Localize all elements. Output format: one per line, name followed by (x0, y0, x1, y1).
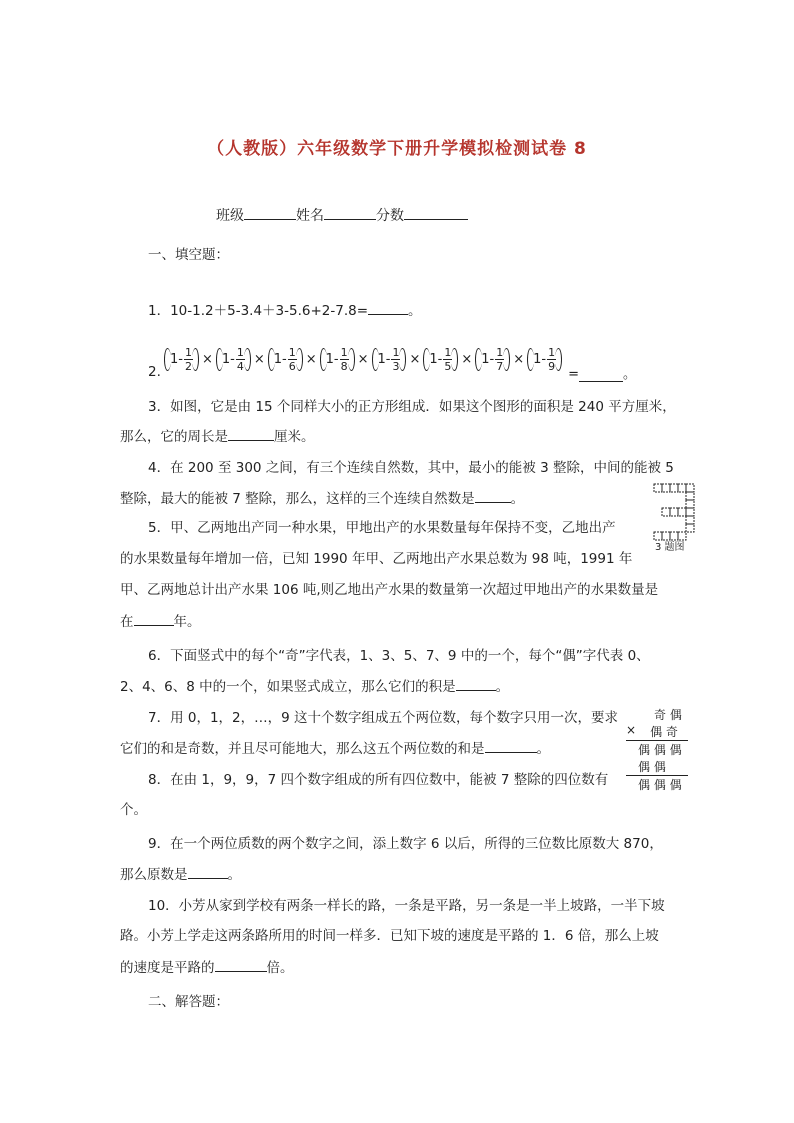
denominator: 9 (548, 359, 556, 373)
denominator: 7 (496, 359, 504, 373)
times-sign: × (513, 351, 525, 367)
name-blank[interactable] (324, 205, 376, 220)
q9-line-1: 9．在一个两位质数的两个数字之间，添上数字 6 以后，所得的三位数比原数大 870， (148, 836, 663, 852)
q3-line-2 (120, 426, 315, 447)
q2-factor (320, 346, 355, 373)
fraction (495, 346, 504, 373)
q8-line-1: 8．在由 1，9，9，7 四个数字组成的所有四位数中，能被 7 整除的四位数有 (148, 772, 609, 788)
times-sign: × (253, 351, 265, 367)
q5-end: 年。 (173, 614, 201, 630)
numerator: 1 (392, 345, 400, 359)
q8-line-2: 个。 (120, 802, 147, 818)
numerator: 1 (236, 345, 244, 359)
q9-answer-blank[interactable] (188, 864, 228, 879)
q7-line-1: 7．用 0，1，2，…，9 这十个数字组成五个两位数，每个数字只用一次，要求 (148, 710, 619, 726)
square-grid-figure (652, 482, 696, 552)
q10-end: 倍。 (266, 960, 294, 976)
denominator: 2 (184, 359, 192, 373)
fraction (288, 346, 297, 373)
times-sign: × (409, 351, 421, 367)
vert-row-3: 偶 偶 偶 (626, 740, 688, 758)
section-fill-heading: 一、填空题： (148, 247, 229, 263)
vertical-multiplication (626, 706, 690, 793)
q6-end: 。 (495, 679, 510, 695)
q10-text: 的速度是平路的 (120, 960, 215, 976)
times-sign: × (201, 351, 213, 367)
denominator: 3 (392, 359, 400, 373)
fraction (236, 346, 245, 373)
q5-text: 在 (120, 614, 134, 630)
q2-number: 2. (148, 364, 161, 380)
fraction (443, 346, 452, 373)
q7-text: 它们的和是奇数，并且尽可能地大，那么这五个两位数的和是 (120, 741, 485, 757)
vert-row-1: 奇 偶 (654, 708, 682, 722)
q3-answer-blank[interactable] (228, 426, 274, 441)
score-label: 分数 (376, 208, 404, 224)
factor-one-minus: 1- (221, 351, 235, 367)
q7-line-2 (120, 738, 550, 759)
q1-expression: 10-1.2＋5-3.4＋3-5.6+2-7.8= (170, 303, 369, 319)
fraction (184, 346, 193, 373)
figure-caption: 3 题图 (655, 542, 685, 552)
student-info-line (216, 205, 468, 225)
vert-row-2 (626, 723, 690, 740)
q9-end: 。 (227, 867, 241, 883)
vert-row-2-digits: 偶 奇 (650, 725, 678, 739)
factor-one-minus: 1- (429, 351, 443, 367)
q2-factor (475, 346, 510, 373)
class-blank[interactable] (244, 205, 296, 220)
q5-line-4 (120, 611, 201, 632)
vert-row-5: 偶 偶 偶 (626, 775, 688, 793)
q7-end: 。 (536, 741, 550, 757)
factor-one-minus: 1- (325, 351, 339, 367)
numerator: 1 (496, 345, 504, 359)
q4-text: 整除，最大的能被 7 整除，那么，这样的三个连续自然数是 (120, 491, 475, 507)
denominator: 6 (288, 359, 296, 373)
question-1 (148, 300, 422, 321)
denominator: 5 (444, 359, 452, 373)
q2-answer-blank[interactable] (579, 367, 623, 382)
q2-factor (372, 346, 407, 373)
times-sign: × (357, 351, 369, 367)
numerator: 1 (184, 345, 192, 359)
times-sign: × (305, 351, 317, 367)
q10-line-1: 10．小芳从家到学校有两条一样长的路，一条是平路，另一条是一半上坡路，一半下坡 (148, 898, 665, 914)
q1-number: 1． (148, 303, 171, 319)
factor-one-minus: 1- (170, 351, 183, 367)
numerator: 1 (288, 345, 296, 359)
score-blank[interactable] (404, 205, 468, 220)
q10-answer-blank[interactable] (215, 957, 267, 972)
q2-factor (423, 346, 458, 373)
q1-end: 。 (408, 303, 422, 319)
q10-line-3 (120, 957, 294, 978)
q3-text: 那么，它的周长是 (120, 429, 228, 445)
q4-line-2 (120, 488, 524, 509)
q10-line-2: 路。小芳上学走这两条路所用的时间一样多．已知下坡的速度是平路的 1．6 倍，那么上坡 (120, 928, 659, 944)
factor-one-minus: 1- (377, 351, 391, 367)
q2-factor (527, 346, 562, 373)
q2-factor (268, 346, 303, 373)
q6-answer-blank[interactable] (456, 676, 496, 691)
q1-answer-blank[interactable] (368, 300, 408, 315)
q3-line-1: 3．如图，它是由 15 个同样大小的正方形组成．如果这个图形的面积是 240 平方厘米， (148, 399, 676, 415)
equals-sign: = (568, 367, 579, 382)
factor-one-minus: 1- (273, 351, 287, 367)
times-sign: × (461, 351, 473, 367)
q2-end: 。 (623, 367, 637, 382)
q4-end: 。 (510, 491, 525, 507)
times-sign: × (626, 723, 637, 737)
q4-line-1: 4．在 200 至 300 之间，有三个连续自然数，其中，最小的能被 3 整除，中间的能被 5 (148, 460, 674, 476)
q5-line-2: 的水果数量每年增加一倍，已知 1990 年甲、乙两地出产水果总数为 98 吨，1991 年 (120, 551, 633, 567)
name-label: 姓名 (296, 208, 324, 224)
factor-one-minus: 1- (533, 351, 547, 367)
q4-answer-blank[interactable] (475, 488, 511, 503)
denominator: 4 (236, 359, 244, 373)
fraction (547, 346, 556, 373)
fraction (391, 346, 400, 373)
q6-line-2 (120, 676, 509, 697)
class-label: 班级 (216, 208, 244, 224)
q5-line-1: 5．甲、乙两地出产同一种水果，甲地出产的水果数量每年保持不变，乙地出产 (148, 520, 616, 536)
factor-one-minus: 1- (481, 351, 495, 367)
q2-factor (164, 346, 199, 373)
q2-factor (216, 346, 251, 373)
fraction (340, 346, 349, 373)
vert-row-4: 偶 偶 (638, 760, 666, 774)
q7-answer-blank[interactable] (485, 738, 537, 753)
q3-figure (652, 482, 696, 556)
numerator: 1 (548, 345, 556, 359)
q9-text: 那么原数是 (120, 867, 188, 883)
q6-text: 2、4、6、8 中的一个，如果竖式成立，那么它们的积是 (120, 679, 456, 695)
q5-answer-blank[interactable] (134, 611, 174, 626)
q6-line-1: 6．下面竖式中的每个“奇”字代表，1、3、5、7、9 中的一个，每个“偶”字代表 0、 (148, 648, 650, 664)
denominator: 8 (340, 359, 348, 373)
q5-line-3: 甲、乙两地总计出产水果 106 吨,则乙地出产水果的数量第一次超过甲地出产的水果数量是 (120, 582, 659, 598)
numerator: 1 (340, 345, 348, 359)
numerator: 1 (444, 345, 452, 359)
section-solve-heading: 二、解答题： (148, 994, 229, 1010)
q3-unit: 厘米。 (274, 429, 315, 445)
page-title: （人教版）六年级数学下册升学模拟检测试卷 8 (207, 139, 587, 159)
q9-line-2 (120, 864, 241, 885)
q2-expression (164, 336, 636, 382)
